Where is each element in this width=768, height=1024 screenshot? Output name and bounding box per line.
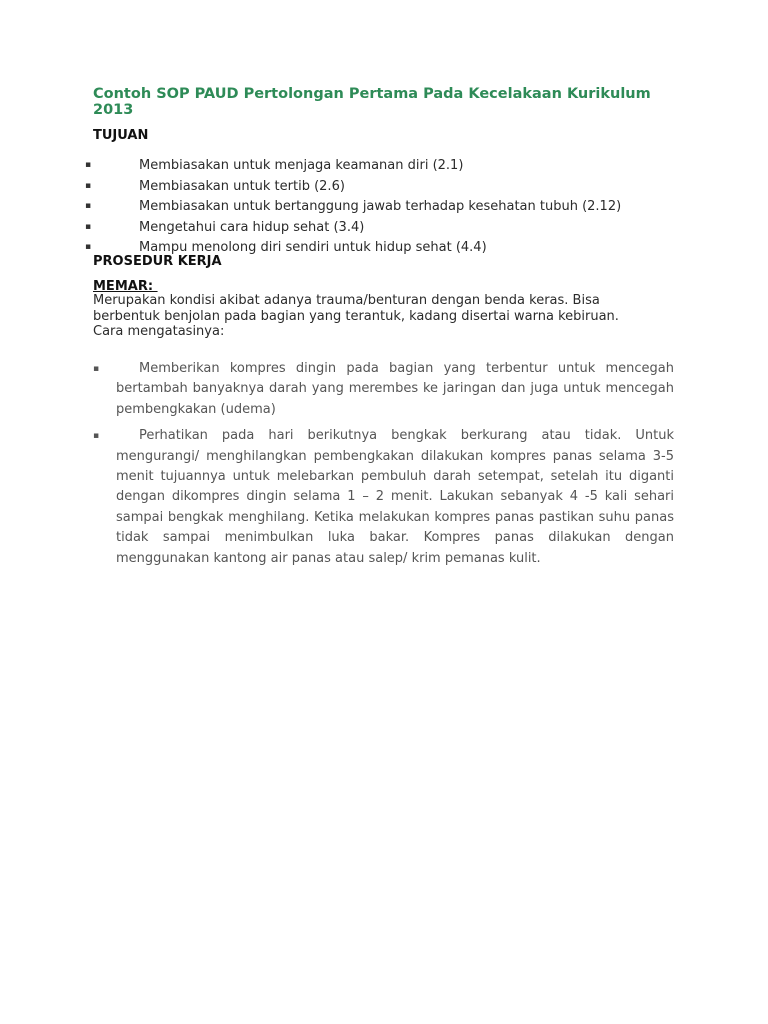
step-item <box>0 359 768 420</box>
step-text: Perhatikan pada hari berikutnya bengkak berkurang atau tidak. Untuk mengurangi/ menghilangkan pembengkakan dilakukan kompres panas selama 3-5 menit tujuannya untuk melebarkan pembuluh darah setempat, setelah itu diganti dengan dikompres dingin selama 1 – 2 menit. Lakukan sebanyak 4 -5 kali sehari sampai bengkak menghilang. Ketika melakukan kompres panas pastikan suhu panas tidak sampai menimbulkan luka bakar. Kompres panas dilakukan dengan menggunakan kantong air panas atau salep/ krim pemanas kulit. <box>116 428 674 566</box>
goal-text: Mengetahui cara hidup sehat (3.4) <box>139 219 365 235</box>
square-bullet-icon: ▪ <box>93 431 100 442</box>
step-text: Memberikan kompres dingin pada bagian yang terbentur untuk mencegah bertambah banyaknya darah yang merembes ke jaringan dan juga untuk mencegah pembengkakan (udema) <box>116 361 674 417</box>
square-bullet-icon: ▪ <box>85 180 92 191</box>
goal-item <box>0 157 768 178</box>
goal-item <box>0 178 768 199</box>
goal-text: Mampu menolong diri sendiri untuk hidup sehat (4.4) <box>139 240 487 255</box>
square-bullet-icon: ▪ <box>85 160 92 170</box>
step-item <box>0 426 768 569</box>
steps-list <box>0 359 768 575</box>
prosedur-heading: PROSEDUR KERJA <box>93 254 222 269</box>
square-bullet-icon: ▪ <box>85 242 92 252</box>
tujuan-heading: TUJUAN <box>93 128 149 143</box>
goal-item <box>0 219 768 240</box>
goal-text: Membiasakan untuk bertanggung jawab terhadap kesehatan tubuh (2.12) <box>139 199 622 214</box>
square-bullet-icon: ▪ <box>85 221 92 232</box>
memar-description: Merupakan kondisi akibat adanya trauma/benturan dengan benda keras. Bisa berbentuk benjolan pada bagian yang terantuk, kadang disertai warna kebiruan. Cara mengatasinya: <box>93 293 619 339</box>
square-bullet-icon: ▪ <box>93 364 100 374</box>
document-title: Contoh SOP PAUD Pertolongan Pertama Pada Kecelakaan Kurikulum 2013 <box>93 86 651 118</box>
square-bullet-icon: ▪ <box>85 201 92 211</box>
memar-heading: MEMAR: <box>93 279 158 294</box>
goal-text: Membiasakan untuk menjaga keamanan diri (2.1) <box>139 158 464 173</box>
goals-list <box>0 157 768 260</box>
goal-item <box>0 198 768 219</box>
goal-text: Membiasakan untuk tertib (2.6) <box>139 178 345 194</box>
